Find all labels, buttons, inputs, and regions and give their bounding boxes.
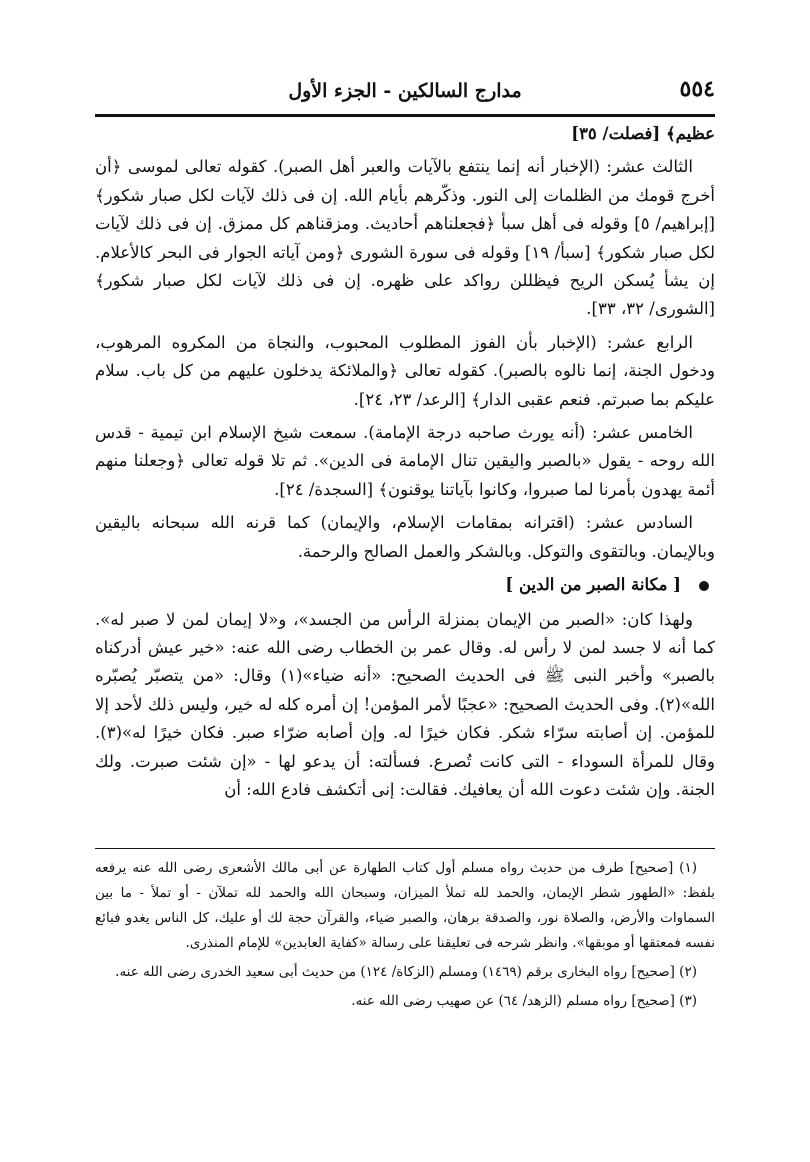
running-title: مدارج السالكين - الجزء الأول xyxy=(288,80,522,102)
paragraph-thirteenth: الثالث عشر: (الإخبار أنه إنما ينتفع بالآيات والعبر أهل الصبر). كقوله تعالى لموسى ﴿أن أخرج قومك من الظلمات إلى النور. وذكّرهم بأيام الله. إن فى ذلك لآيات لكل صبار شكور﴾ [إبراهيم/ ٥] وقوله فى أهل سبأ ﴿فجعلناهم أحاديث. ومزقناهم كل ممزق. إن فى ذلك لآيات لكل صبار شكور﴾ [سبأ/ ١٩] وقوله فى سورة الشورى ﴿ومن آياته الجوار فى البحر كالأعلام. إن يشأ يُسكن الريح فيظللن رواكد على ظهره. إن فى ذلك لآيات لكل صبار شكور﴾ [الشورى/ ٣٢، ٣٣]. xyxy=(95,157,715,319)
page-number: ٥٥٤ xyxy=(679,76,715,102)
paragraph-continuation: عظيم﴾ [فصلت/ ٣٥] xyxy=(571,124,715,143)
bullet-icon xyxy=(699,581,709,591)
section-heading-text: [ مكانة الصبر من الدين ] xyxy=(505,575,681,595)
footnote-2: (٢) [صحيح] رواه البخارى برقم (١٤٦٩) ومسلم (الزكاة/ ١٢٤) من حديث أبى سعيد الخدرى رضى الله عنه. xyxy=(115,964,697,980)
paragraph-sixteenth: السادس عشر: (اقترانه بمقامات الإسلام، والإيمان) كما قرنه الله سبحانه باليقين وبالإيمان. وبالتقوى والتوكل. وبالشكر والعمل الصالح والرحمة. xyxy=(95,513,715,561)
footnotes xyxy=(95,856,715,1018)
paragraph-fifteenth: الخامس عشر: (أنه يورث صاحبه درجة الإمامة). سمعت شيخ الإسلام ابن تيمية - قدس الله روحه - يقول «بالصبر واليقين تنال الإمامة فى الدين». ثم تلا قوله تعالى ﴿وجعلنا منهم أئمة يهدون بأمرنا لما صبروا، وكانوا بآياتنا يوقنون﴾ [السجدة/ ٢٤]. xyxy=(95,423,715,499)
paragraph-fourteenth: الرابع عشر: (الإخبار بأن الفوز المطلوب المحبوب، والنجاة من المكروه المرهوب، ودخول الجنة، إنما نالوه بالصبر). كقوله تعالى ﴿والملائكة يدخلون عليهم من كل باب. سلام عليكم بما صبرتم. فنعم عقبى الدار﴾ [الرعد/ ٢٣، ٢٤]. xyxy=(95,332,715,409)
paragraph-patience-status: ولهذا كان: «الصبر من الإيمان بمنزلة الرأس من الجسد»، و«لا إيمان لمن لا صبر له». كما أنه لا جسد لمن لا رأس له. وقال عمر بن الخطاب رضى الله عنه: «خير عيش أدركناه بالصبر» وأخبر النبى ﷺ فى الحديث الصحيح: «أنه ضياء»(١) وقال: «من يتصبّر يُصبّره الله»(٢). وفى الحديث الصحيح: «عجبًا لأمر المؤمن! إن أمره كله له خير، وليس ذلك لأحد إلا للمؤمن. إن أصابته سرّاء شكر. فكان خيرًا له. وإن أصابه ضرّاء صبر. فكان خيرًا له»(٣). وقال للمرأة السوداء - التى كانت تُصرع. فسألته: أن يدعو لها - «إن شئت صبرت. ولك الجنة. وإن شئت دعوت الله أن يعافيك. فقالت: إنى أتكشف فادع الله: أن xyxy=(95,609,715,799)
footnote-separator xyxy=(95,848,715,849)
footnote-3: (٣) [صحيح] رواه مسلم (الزهد/ ٦٤) عن صهيب رضى الله عنه. xyxy=(351,993,697,1009)
main-text xyxy=(95,120,715,809)
page-header xyxy=(95,74,715,117)
footnote-1: (١) [صحيح] طرف من حديث رواه مسلم أول كتاب الطهارة عن أبى مالك الأشعرى رضى الله عنه يرفعه بلفظ: «الطهور شطر الإيمان، والحمد لله تملأ الميزان، وسبحان الله والحمد لله تملآن - أو تملأ - ما بين السماوات والأرض، والصلاة نور، والصدقة برهان، والصبر ضياء، والقرآن حجة لك أو عليك، كل الناس يغدو فبائع نفسه فمعتقها أو موبقها». وانظر شرحه فى تعليقنا على رسالة «كفاية العابدين» للإمام المنذرى. xyxy=(95,860,715,951)
section-heading xyxy=(95,571,715,599)
